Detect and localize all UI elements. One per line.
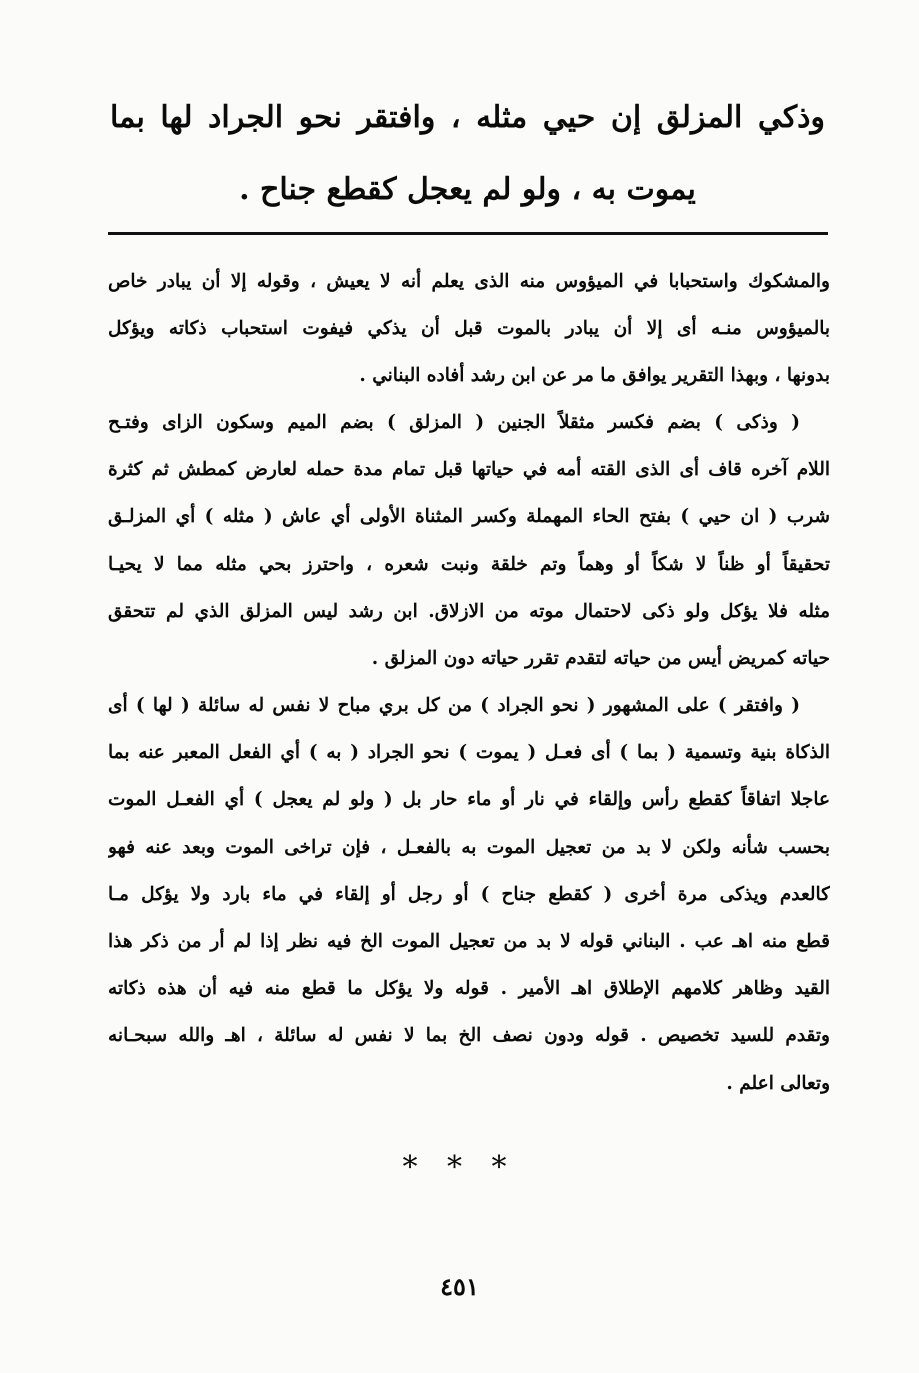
text-line: بحسب شأنه ولكن لا بد من تعجيل الموت به بالفعـل ، فإن تراخى الموت وبعد عنه فهو <box>108 836 830 858</box>
text-line: ( وذكى ) بضم فكسر مثقلاً الجنين ( المزلق ) بضم الميم وسكون الزاى وفتـح <box>108 412 800 433</box>
divider-rule <box>108 232 828 235</box>
text-line: بدونها ، وبهذا التقرير يوافق ما مر عن ابن رشد أفاده البناني . <box>359 365 830 387</box>
text-line: القيد وظاهر كلامهم الإطلاق اهـ الأمير . قوله ولا يؤكل ما قطع منه فيه أن هذه ذكاته <box>108 978 830 1000</box>
text-line: اللام آخره قاف أى الذى القته أمه في حياتها قبل تمام مدة حمله لعارض كمطش ثم كثرة <box>108 459 830 481</box>
text-line: الذكاة بنية وتسمية ( بما ) أى فعـل ( يموت ) نحو الجراد ( به ) أي الفعل المعبر عنه بما <box>108 742 830 764</box>
matn-verse-line-2: يموت به ، ولو لم يعجل كقطع جناح . <box>239 172 696 207</box>
page-number: ٤٥١ <box>440 1272 479 1301</box>
section-separator-stars: * * * <box>402 1150 517 1185</box>
commentary-paragraph-2 <box>108 399 830 682</box>
text-line: ( وافتقر ) على المشهور ( نحو الجراد ) من كل بري مباح لا نفس له سائلة ( لها ) أى <box>108 695 800 716</box>
text-line: والمشكوك واستحبابا في الميؤوس منه الذى يعلم أنه لا يعيش ، وقوله إلا أن يبادر خاص <box>108 271 830 292</box>
text-line: تحقيقاً أو ظناً لا شكاً أو وهماً وتم خلقة ونبت شعره ، واحترز بحي مثله مما لا يحيـا <box>108 553 830 575</box>
text-line: شرب ( ان حيي ) بفتح الحاء المهملة وكسر المثناة الأولى أي عاش ( مثله ) أي المزلـق <box>108 506 830 528</box>
commentary-paragraph-3 <box>108 682 830 1107</box>
matn-verse-line-1: وذكي المزلق إن حيي مثله ، وافتقر نحو الجراد لها بما <box>110 100 825 135</box>
text-line: قطع منه اهـ عب . البناني قوله لا بد من تعجيل الموت الخ فيه نظر إذا لم أر من ذكر هذا <box>108 930 830 952</box>
text-line: بالميؤوس منـه أى إلا أن يبادر بالموت قبل أن يذكي فيفوت استحباب ذكاته ويؤكل <box>108 318 830 340</box>
text-line: كالعدم ويذكى مرة أخرى ( كقطع جناح ) أو رجل أو إلقاء في ماء بارد ولا يؤكل مـا <box>108 883 830 905</box>
text-line: وتقدم للسيد تخصيص . قوله ودون نصف الخ بما لا نفس له سائلة ، اهـ والله سبحـانه <box>108 1025 830 1047</box>
text-line: مثله فلا يؤكل ولو ذكى لاحتمال موته من الازلاق. ابن رشد ليس المزلق الذي لم تتحقق <box>108 600 830 622</box>
text-line: حياته كمريض أيس من حياته لتقدم تقرر حياته دون المزلق . <box>371 647 830 669</box>
text-line: وتعالى اعلم . <box>726 1072 830 1094</box>
text-line: عاجلا اتفاقاً كقطع رأس وإلقاء في نار أو ماء حار بل ( ولو لم يعجل ) أي الفعـل الموت <box>108 789 830 811</box>
commentary-paragraph-1 <box>108 258 830 400</box>
